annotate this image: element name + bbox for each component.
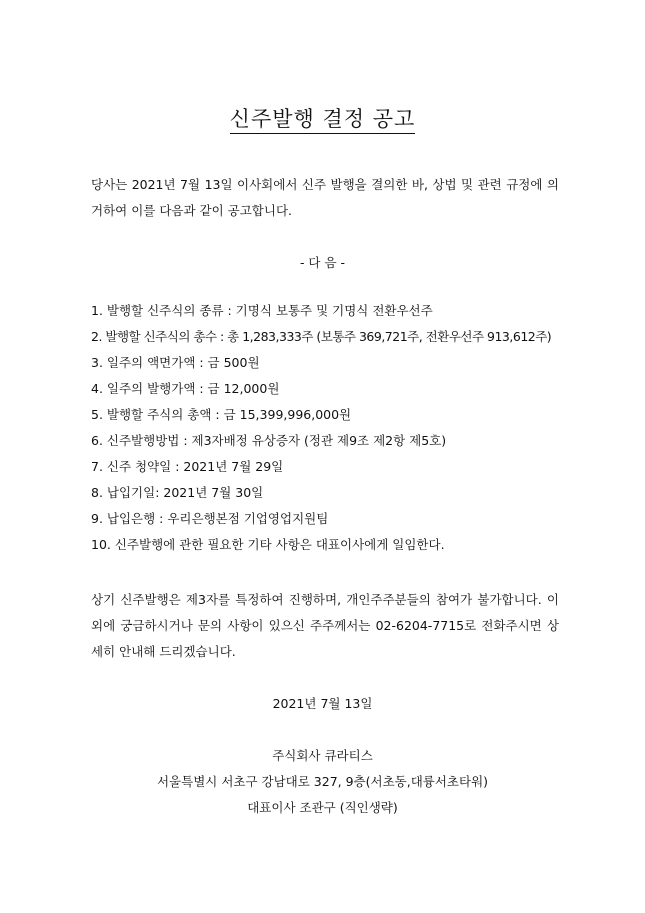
notice-paragraph: 상기 신주발행은 제3자를 특정하여 진행하며, 개인주주분들의 참여가 불가합니다. 이외에 궁금하시거나 문의 사항이 있으신 주주께서는 02-6204-7715로 전화주시면 상세히 안내해 드리겠습니다.	[91, 592, 559, 659]
list-item: 8. 납입기일: 2021년 7월 30일	[91, 485, 264, 500]
announcement-date: 2021년 7월 13일	[272, 696, 373, 711]
list-item: 4. 일주의 발행가액 : 금 12,000원	[91, 381, 280, 396]
intro-paragraph: 당사는 2021년 7월 13일 이사회에서 신주 발행을 결의한 바, 상법 및 관련 규정에 의거하여 이를 다음과 같이 공고합니다.	[91, 177, 559, 218]
company-address: 서울특별시 서초구 강남대로 327, 9층(서초동,대륭서초타워)	[156, 774, 489, 789]
section-heading: - 다 음 -	[299, 255, 346, 270]
list-item: 2. 발행할 신주식의 총수 : 총 1,283,333주 (보통주 369,721주, 전환우선주 913,612주)	[91, 329, 552, 344]
list-item: 3. 일주의 액면가액 : 금 500원	[91, 355, 260, 370]
list-item: 5. 발행할 주식의 총액 : 금 15,399,996,000원	[91, 407, 352, 422]
list-item: 7. 신주 청약일 : 2021년 7월 29일	[91, 459, 284, 474]
list-item: 6. 신주발행방법 : 제3자배정 유상증자 (정관 제9조 제2항 제5호)	[91, 433, 447, 448]
item-list	[91, 298, 551, 558]
list-item: 1. 발행할 신주식의 종류 : 기명식 보통주 및 기명식 전환우선주	[91, 303, 433, 318]
company-name: 주식회사 큐라티스	[272, 748, 373, 763]
document-title: 신주발행 결정 공고	[0, 103, 645, 133]
list-item: 9. 납입은행 : 우리은행본점 기업영업지원팀	[91, 511, 329, 526]
ceo-signature: 대표이사 조관구 (직인생략)	[247, 800, 398, 815]
list-item: 10. 신주발행에 관한 필요한 기타 사항은 대표이사에게 일임한다.	[91, 537, 445, 552]
